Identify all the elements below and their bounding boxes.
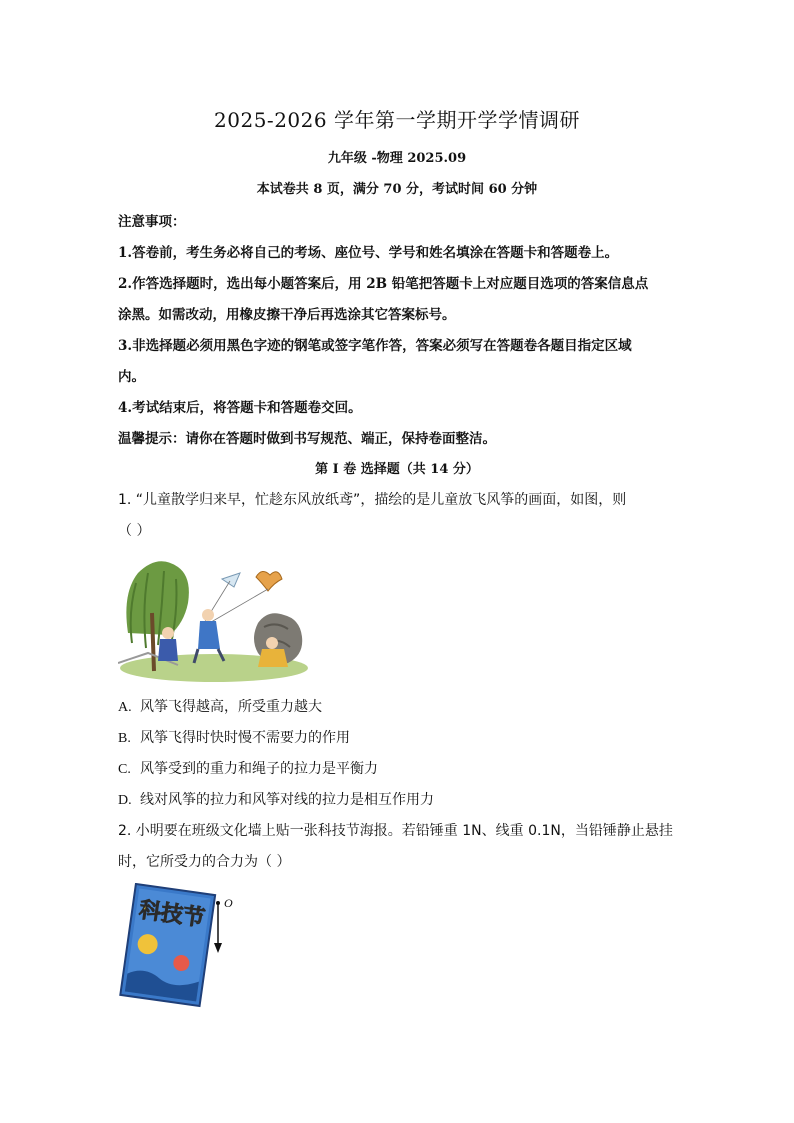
grade-subject: 九年级 -物理 2025.09 — [327, 151, 467, 166]
exam-info: 本试卷共 8 页，满分 70 分，考试时间 60 分钟 — [256, 182, 538, 197]
option-letter: C. — [118, 762, 131, 777]
note-item: 内。 — [118, 369, 145, 385]
option-letter: B. — [118, 731, 131, 746]
kite-illustration — [118, 553, 310, 683]
note-item: 4.考试结束后，将答题卡和答题卷交回。 — [118, 400, 362, 416]
note-item: 3.非选择题必须用黑色字迹的钢笔或签字笔作答，答案必须写在答题卷各题目指定区域 — [118, 338, 632, 354]
note-item: 涂黑。如需改动，用橡皮擦干净后再选涂其它答案标号。 — [118, 307, 456, 323]
question-1-stem: 1. “儿童散学归来早，忙趁东风放纸鸢”，描绘的是儿童放飞风筝的画面，如图，则 — [118, 492, 627, 508]
page-title: 2025-2026 学年第一学期开学学情调研 — [214, 108, 580, 132]
option-c — [118, 758, 378, 778]
poster-title: 科技节 — [137, 897, 207, 932]
question-1-blank: （ ） — [118, 523, 151, 539]
option-d — [118, 789, 434, 809]
option-text: 风筝受到的重力和绳子的拉力是平衡力 — [140, 761, 378, 777]
option-letter: A. — [118, 700, 132, 715]
option-text: 线对风筝的拉力和风筝对线的拉力是相互作用力 — [140, 792, 434, 808]
notes-heading: 注意事项： — [118, 214, 186, 230]
option-a — [118, 696, 322, 716]
section-title: 第 I 卷 选择题（共 14 分） — [315, 462, 479, 477]
note-item: 1.答卷前，考生务必将自己的考场、座位号、学号和姓名填涂在答题卡和答题卷上。 — [118, 245, 619, 261]
option-letter: D. — [118, 793, 132, 808]
point-label: O — [224, 896, 233, 910]
question-2-blank: 时，它所受力的合力为（ ） — [118, 854, 291, 870]
option-b — [118, 727, 350, 747]
tip-text: 温馨提示：请你在答题时做到书写规范、端正，保持卷面整洁。 — [118, 431, 496, 447]
option-text: 风筝飞得越高，所受重力越大 — [140, 699, 322, 715]
note-item: 2.作答选择题时，选出每小题答案后，用 2B 铅笔把答题卡上对应题目选项的答案信息点 — [118, 276, 649, 292]
poster-figure — [118, 883, 248, 1013]
option-text: 风筝飞得时快时慢不需要力的作用 — [140, 730, 350, 746]
question-2-stem: 2. 小明要在班级文化墙上贴一张科技节海报。若铅锤重 1N、线重 0.1N，当铅锤静止悬挂 — [118, 823, 673, 839]
